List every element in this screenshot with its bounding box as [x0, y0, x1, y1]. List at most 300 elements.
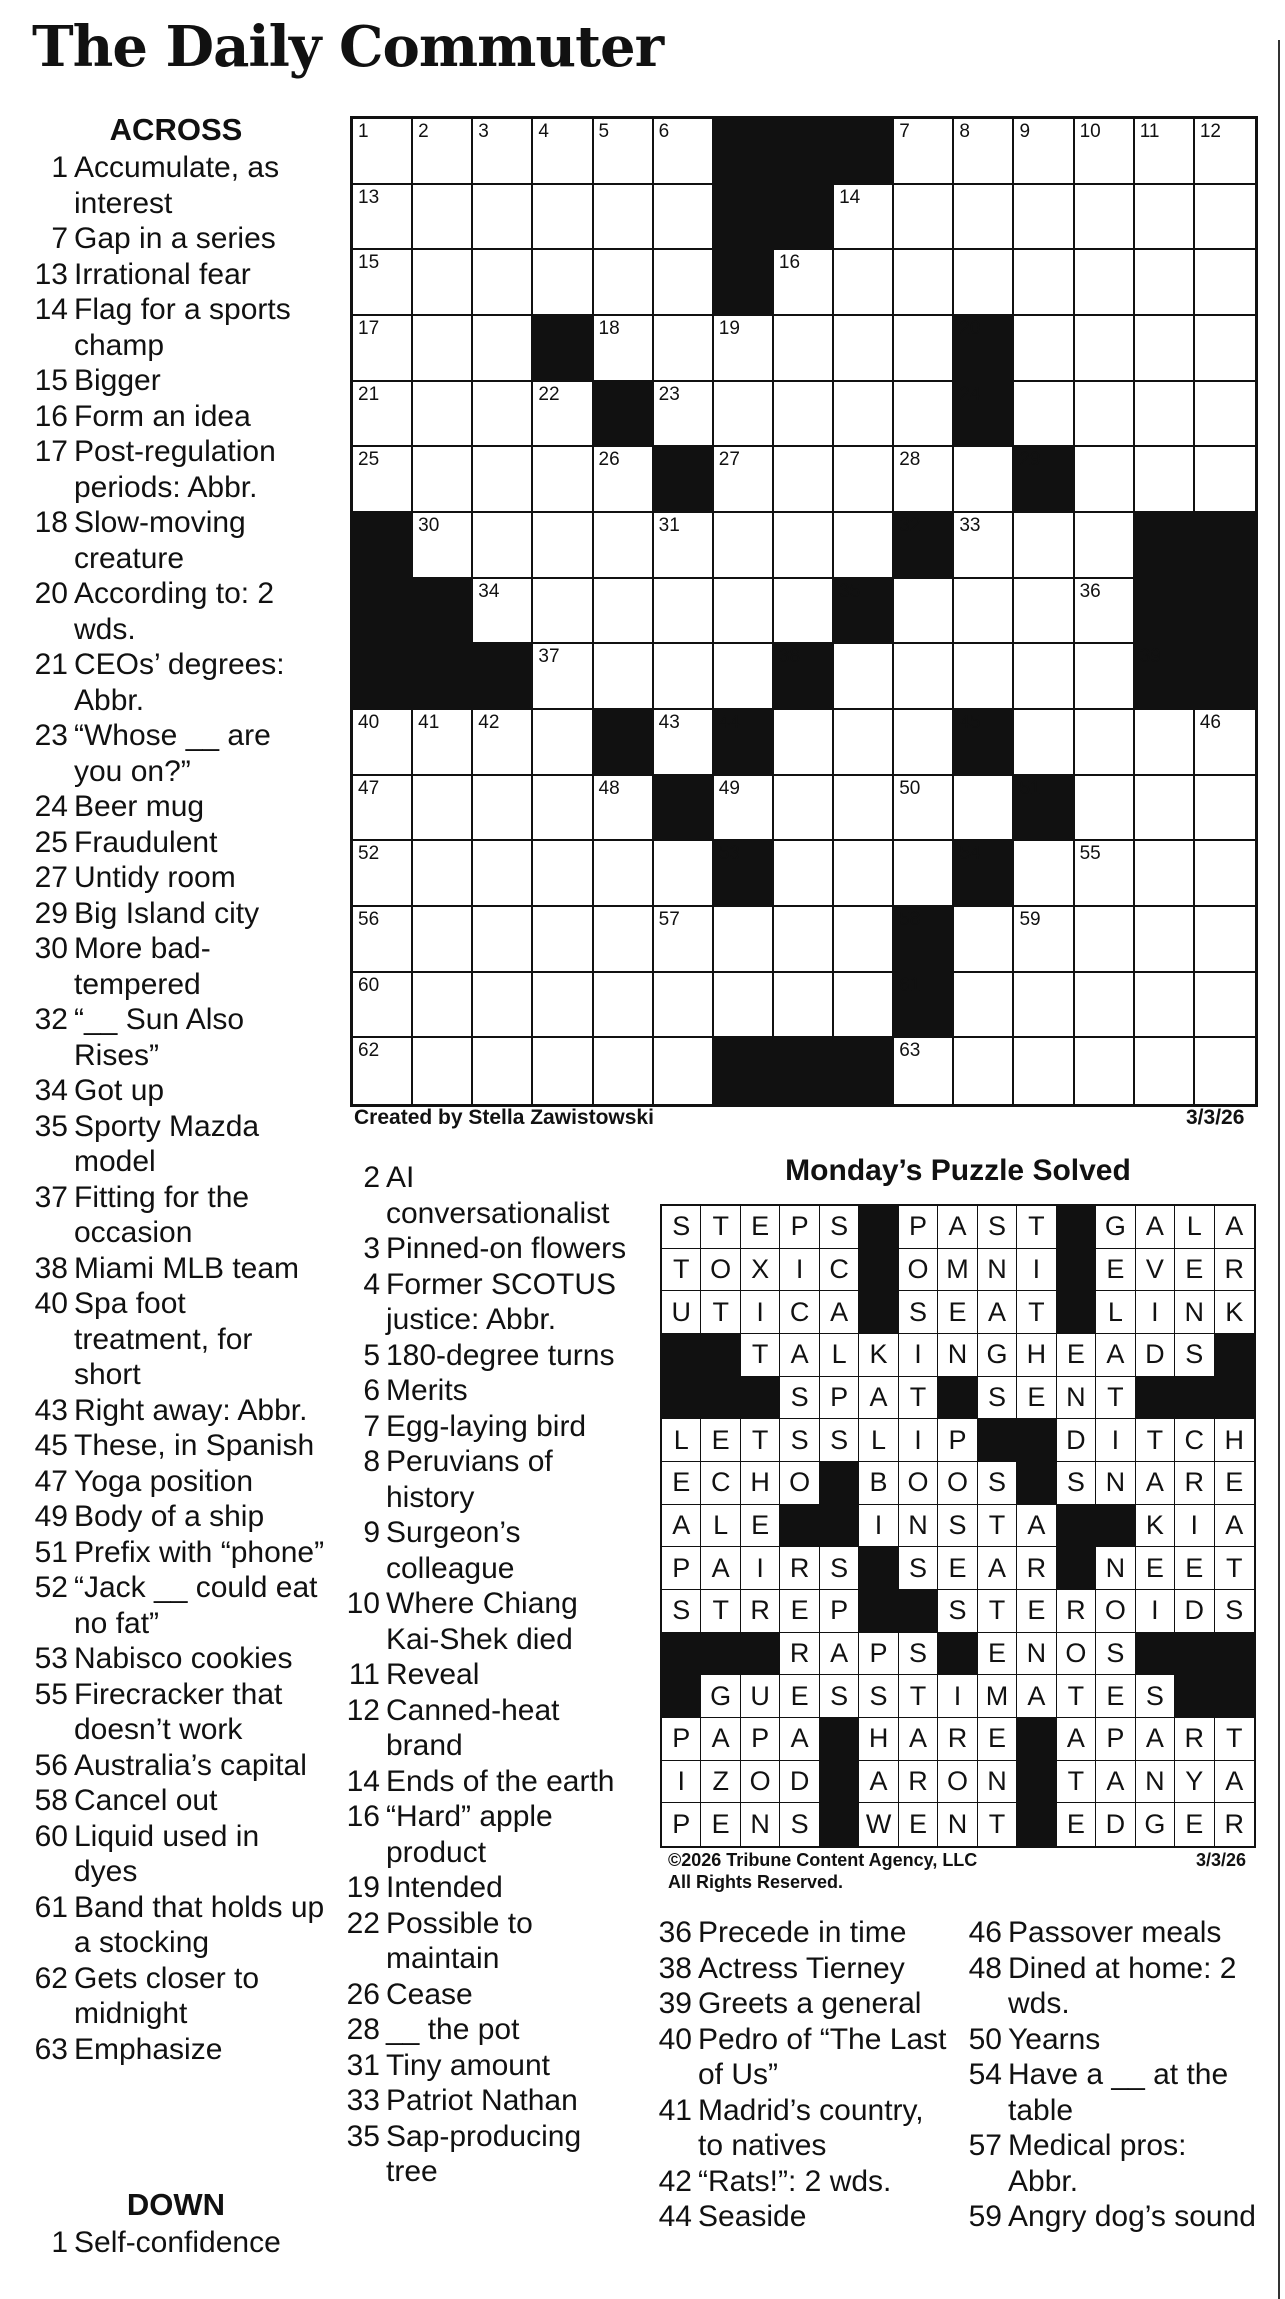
grid-cell[interactable] [834, 185, 894, 251]
solution-cell: D [1096, 1803, 1135, 1846]
solution-cell: R [1175, 1462, 1214, 1505]
grid-cell[interactable] [594, 447, 654, 513]
solution-black-square [1017, 1803, 1056, 1846]
grid-cell[interactable] [1195, 710, 1255, 776]
grid-cell[interactable] [954, 447, 1014, 513]
grid-cell[interactable] [533, 841, 593, 907]
black-square [473, 644, 533, 710]
solution-cell: R [1057, 1590, 1096, 1633]
grid-cell[interactable] [654, 382, 714, 448]
clue-text: According to: 2 wds. [74, 577, 275, 646]
solution-cell: T [1136, 1419, 1175, 1462]
grid-cell[interactable] [473, 579, 533, 645]
clue-number: 13 [34, 257, 68, 291]
grid-cell[interactable] [353, 710, 413, 776]
cell-number: 21 [358, 383, 380, 405]
down-heading: DOWN [126, 2187, 226, 2222]
solution-cell: E [938, 1547, 977, 1590]
cell-number: 54 [959, 843, 981, 865]
grid-cell[interactable] [1075, 841, 1135, 907]
grid-cell[interactable] [894, 710, 954, 776]
grid-cell[interactable] [654, 250, 714, 316]
grid-cell[interactable] [774, 841, 834, 907]
solution-cell: S [780, 1377, 819, 1420]
grid-cell[interactable] [954, 579, 1014, 645]
clue-number: 9 [363, 1516, 380, 1549]
grid-cell[interactable] [473, 250, 533, 316]
clue-item [26, 257, 326, 293]
grid-cell[interactable] [654, 316, 714, 382]
grid-cell[interactable] [1075, 513, 1135, 579]
clue-text: Madrid’s country, to natives [698, 2093, 924, 2162]
solution-cell: I [1136, 1291, 1175, 1334]
cell-number: 59 [1019, 908, 1041, 930]
solution-cell: T [701, 1206, 740, 1249]
clue-item [338, 1657, 628, 1693]
clue-item [650, 2093, 950, 2164]
clue-text: Got up [74, 1074, 165, 1107]
grid-cell[interactable] [654, 185, 714, 251]
grid-cell[interactable] [1135, 1038, 1195, 1104]
grid-cell[interactable] [894, 119, 954, 185]
grid-cell[interactable] [413, 447, 473, 513]
grid-cell[interactable] [413, 710, 473, 776]
grid-cell[interactable] [654, 907, 714, 973]
grid-cell[interactable] [1075, 776, 1135, 842]
grid-cell[interactable] [654, 644, 714, 710]
grid-cell[interactable] [594, 907, 654, 973]
grid-cell[interactable] [533, 1038, 593, 1104]
solution-black-square [741, 1633, 780, 1676]
grid-cell[interactable] [894, 316, 954, 382]
grid-cell[interactable] [533, 973, 593, 1039]
grid-cell[interactable] [654, 579, 714, 645]
grid-cell[interactable] [353, 119, 413, 185]
grid-cell[interactable] [353, 447, 413, 513]
grid-cell[interactable] [654, 710, 714, 776]
black-square [774, 119, 834, 185]
grid-cell[interactable] [1195, 119, 1255, 185]
clue-number: 29 [34, 896, 68, 930]
solution-cell: T [1017, 1291, 1056, 1334]
grid-cell[interactable] [954, 973, 1014, 1039]
clue-text: Ends of the earth [386, 1764, 615, 1798]
grid-cell[interactable] [894, 447, 954, 513]
grid-cell[interactable] [594, 316, 654, 382]
grid-cell[interactable] [1135, 710, 1195, 776]
grid-cell[interactable] [1014, 710, 1074, 776]
grid-cell[interactable] [1195, 1038, 1255, 1104]
solution-black-square [978, 1419, 1017, 1462]
grid-cell[interactable] [594, 579, 654, 645]
grid-cell[interactable] [594, 973, 654, 1039]
clue-item [26, 647, 326, 718]
black-square [1195, 644, 1255, 710]
solution-cell: P [662, 1547, 701, 1590]
grid-cell[interactable] [1195, 250, 1255, 316]
grid-cell[interactable] [473, 185, 533, 251]
cell-number: 9 [1019, 121, 1031, 142]
clue-number: 36 [658, 1916, 692, 1949]
solution-cell: P [899, 1206, 938, 1249]
solution-cell: I [899, 1419, 938, 1462]
grid-cell[interactable] [894, 1038, 954, 1104]
clue-item [960, 1915, 1260, 1951]
grid-cell[interactable] [654, 1038, 714, 1104]
grid-cell[interactable] [413, 250, 473, 316]
grid-cell[interactable] [473, 513, 533, 579]
solution-cell: E [780, 1675, 819, 1718]
black-square [654, 776, 714, 842]
grid-cell[interactable] [413, 1038, 473, 1104]
solution-cell: I [899, 1334, 938, 1377]
grid-cell[interactable] [1075, 447, 1135, 513]
solution-black-square [741, 1377, 780, 1420]
clue-text: Irrational fear [74, 257, 251, 291]
clue-number: 38 [34, 1251, 68, 1285]
grid-cell[interactable] [353, 841, 413, 907]
grid-cell[interactable] [473, 841, 533, 907]
grid-cell[interactable] [1075, 250, 1135, 316]
solution-grid [660, 1204, 1256, 1848]
solution-cell: E [1175, 1249, 1214, 1292]
grid-cell[interactable] [1014, 513, 1074, 579]
grid-cell[interactable] [533, 710, 593, 776]
clue-item [26, 1819, 326, 1890]
solution-cell: R [899, 1761, 938, 1804]
solution-cell: N [899, 1505, 938, 1548]
grid-cell[interactable] [473, 1038, 533, 1104]
grid-cell[interactable] [954, 185, 1014, 251]
grid-cell[interactable] [473, 710, 533, 776]
grid-cell[interactable] [834, 776, 894, 842]
grid-cell[interactable] [353, 973, 413, 1039]
grid-cell[interactable] [954, 513, 1014, 579]
grid-cell[interactable] [1075, 644, 1135, 710]
clue-number: 1 [51, 151, 68, 184]
clue-number: 45 [34, 1429, 68, 1462]
grid-cell[interactable] [1195, 185, 1255, 251]
grid-cell[interactable] [1075, 1038, 1135, 1104]
grid-cell[interactable] [594, 644, 654, 710]
grid-cell[interactable] [894, 382, 954, 448]
grid-cell[interactable] [894, 644, 954, 710]
grid-cell[interactable] [1014, 644, 1074, 710]
solution-cell: A [859, 1377, 898, 1420]
grid-cell[interactable] [353, 1038, 413, 1104]
solution-cell: R [1017, 1547, 1056, 1590]
black-square [533, 316, 593, 382]
clue-item [26, 1286, 326, 1393]
clue-item [338, 1515, 628, 1586]
solution-black-square [662, 1377, 701, 1420]
clue-text: Merits [386, 1374, 468, 1407]
clue-number: 21 [34, 648, 68, 681]
grid-cell[interactable] [714, 447, 774, 513]
grid-cell[interactable] [1014, 250, 1074, 316]
grid-cell[interactable] [774, 250, 834, 316]
solution-black-square [859, 1590, 898, 1633]
grid-cell[interactable] [954, 119, 1014, 185]
cell-number: 27 [718, 449, 740, 471]
cell-number: 15 [358, 252, 380, 274]
grid-cell[interactable] [894, 185, 954, 251]
grid-cell[interactable] [954, 1038, 1014, 1104]
grid-cell[interactable] [594, 841, 654, 907]
grid-cell[interactable] [353, 316, 413, 382]
solution-cell: S [1057, 1462, 1096, 1505]
solution-cell: L [701, 1505, 740, 1548]
grid-cell[interactable] [594, 250, 654, 316]
grid-cell[interactable] [594, 776, 654, 842]
puzzle-date: 3/3/26 [1186, 1106, 1245, 1129]
solution-cell: T [978, 1590, 1017, 1633]
grid-cell[interactable] [594, 119, 654, 185]
grid-cell[interactable] [594, 1038, 654, 1104]
grid-cell[interactable] [473, 776, 533, 842]
clue-number: 48 [968, 1951, 1002, 1985]
clue-text: Actress Tierney [698, 1951, 905, 1985]
grid-cell[interactable] [774, 316, 834, 382]
clue-item [26, 1251, 326, 1287]
grid-cell[interactable] [954, 250, 1014, 316]
grid-cell[interactable] [894, 250, 954, 316]
grid-cell[interactable] [1014, 382, 1074, 448]
grid-cell[interactable] [834, 710, 894, 776]
solution-cell: D [1136, 1334, 1175, 1377]
grid-cell[interactable] [1135, 119, 1195, 185]
grid-cell[interactable] [1135, 973, 1195, 1039]
clue-number: 12 [346, 1693, 380, 1727]
grid-cell[interactable] [413, 907, 473, 973]
grid-cell[interactable] [353, 250, 413, 316]
grid-cell[interactable] [774, 579, 834, 645]
grid-cell[interactable] [654, 973, 714, 1039]
grid-cell[interactable] [714, 382, 774, 448]
grid-cell[interactable] [1075, 185, 1135, 251]
cell-number: 11 [1139, 121, 1160, 142]
grid-cell[interactable] [774, 382, 834, 448]
grid-cell[interactable] [654, 841, 714, 907]
grid-cell[interactable] [1135, 316, 1195, 382]
clue-item [338, 1444, 628, 1515]
grid-cell[interactable] [834, 841, 894, 907]
cell-number: 46 [1199, 711, 1221, 733]
grid-cell[interactable] [1135, 841, 1195, 907]
grid-cell[interactable] [714, 316, 774, 382]
grid-cell[interactable] [473, 382, 533, 448]
clue-text: Body of a ship [74, 1500, 265, 1533]
column-divider [1278, 40, 1280, 2299]
grid-cell[interactable] [473, 907, 533, 973]
grid-cell[interactable] [1014, 119, 1074, 185]
solution-cell: Y [1175, 1761, 1214, 1804]
grid-cell[interactable] [774, 513, 834, 579]
grid-cell[interactable] [1075, 382, 1135, 448]
grid-cell[interactable] [1135, 776, 1195, 842]
grid-cell[interactable] [834, 513, 894, 579]
grid-cell[interactable] [954, 644, 1014, 710]
solution-cell: O [899, 1462, 938, 1505]
grid-cell[interactable] [533, 447, 593, 513]
clue-number: 23 [34, 719, 68, 752]
solution-cell: A [780, 1334, 819, 1377]
grid-cell[interactable] [834, 973, 894, 1039]
clue-text: Peruvians of history [386, 1445, 553, 1514]
grid-cell[interactable] [1195, 907, 1255, 973]
grid-cell[interactable] [1195, 316, 1255, 382]
grid-cell[interactable] [533, 579, 593, 645]
clue-item [26, 1535, 326, 1571]
solution-cell: T [1215, 1718, 1254, 1761]
clue-text: Seaside [698, 2200, 807, 2233]
grid-cell[interactable] [894, 841, 954, 907]
grid-cell[interactable] [413, 185, 473, 251]
grid-cell[interactable] [1075, 907, 1135, 973]
grid-cell[interactable] [774, 907, 834, 973]
grid-cell[interactable] [533, 907, 593, 973]
solution-cell: E [1175, 1547, 1214, 1590]
clue-text: Liquid used in dyes [74, 1819, 260, 1888]
solution-cell: M [978, 1675, 1017, 1718]
grid-cell[interactable] [1075, 119, 1135, 185]
solution-black-square [1096, 1505, 1135, 1548]
grid-cell[interactable] [413, 119, 473, 185]
grid-cell[interactable] [594, 513, 654, 579]
clue-number: 7 [363, 1409, 380, 1443]
clue-item [26, 1464, 326, 1500]
clue-item [26, 1180, 326, 1251]
grid-cell[interactable] [533, 250, 593, 316]
grid-cell[interactable] [714, 579, 774, 645]
solution-cell: T [1215, 1547, 1254, 1590]
cell-number: 44 [718, 711, 740, 733]
solution-cell: P [820, 1590, 859, 1633]
grid-cell[interactable] [1014, 1038, 1074, 1104]
grid-cell[interactable] [353, 382, 413, 448]
grid-cell[interactable] [834, 447, 894, 513]
grid-cell[interactable] [1014, 841, 1074, 907]
clue-number: 15 [34, 364, 68, 397]
grid-cell[interactable] [714, 513, 774, 579]
grid-cell[interactable] [1014, 579, 1074, 645]
grid-cell[interactable] [834, 316, 894, 382]
grid-cell[interactable] [353, 185, 413, 251]
clue-text: Sap-producing tree [386, 2119, 582, 2188]
grid-cell[interactable] [473, 973, 533, 1039]
grid-cell[interactable] [1135, 185, 1195, 251]
grid-cell[interactable] [1135, 382, 1195, 448]
grid-cell[interactable] [954, 776, 1014, 842]
grid-cell[interactable] [533, 776, 593, 842]
solution-cell: S [978, 1206, 1017, 1249]
clue-text: Precede in time [698, 1916, 907, 1949]
grid-cell[interactable] [413, 841, 473, 907]
grid-cell[interactable] [1195, 382, 1255, 448]
grid-cell[interactable] [413, 513, 473, 579]
cell-number: 24 [959, 383, 981, 405]
grid-cell[interactable] [1014, 185, 1074, 251]
solution-cell: I [1175, 1505, 1214, 1548]
solution-cell: R [1175, 1718, 1214, 1761]
grid-cell[interactable] [834, 644, 894, 710]
grid-cell[interactable] [473, 119, 533, 185]
grid-cell[interactable] [1014, 907, 1074, 973]
grid-cell[interactable] [473, 316, 533, 382]
grid-cell[interactable] [774, 973, 834, 1039]
grid-cell[interactable] [954, 907, 1014, 973]
grid-cell[interactable] [1135, 250, 1195, 316]
cell-number: 55 [1079, 843, 1101, 865]
grid-cell[interactable] [714, 973, 774, 1039]
grid-cell[interactable] [1075, 316, 1135, 382]
grid-cell[interactable] [1075, 710, 1135, 776]
grid-cell[interactable] [413, 316, 473, 382]
grid-cell[interactable] [894, 579, 954, 645]
grid-cell[interactable] [1195, 447, 1255, 513]
grid-cell[interactable] [774, 447, 834, 513]
grid-cell[interactable] [413, 776, 473, 842]
grid-cell[interactable] [533, 185, 593, 251]
grid-cell[interactable] [413, 973, 473, 1039]
grid-cell[interactable] [774, 710, 834, 776]
grid-cell[interactable] [533, 644, 593, 710]
grid-cell[interactable] [1195, 973, 1255, 1039]
grid-cell[interactable] [1014, 316, 1074, 382]
grid-cell[interactable] [714, 644, 774, 710]
grid-cell[interactable] [413, 382, 473, 448]
grid-cell[interactable] [353, 776, 413, 842]
grid-cell[interactable] [834, 907, 894, 973]
solution-cell: I [741, 1291, 780, 1334]
black-square [413, 644, 473, 710]
across-clues [26, 110, 326, 2067]
grid-cell[interactable] [894, 776, 954, 842]
grid-cell[interactable] [353, 907, 413, 973]
grid-cell[interactable] [1014, 973, 1074, 1039]
grid-cell[interactable] [654, 119, 714, 185]
grid-cell[interactable] [714, 907, 774, 973]
solution-cell: O [938, 1462, 977, 1505]
grid-cell[interactable] [654, 513, 714, 579]
grid-cell[interactable] [1135, 447, 1195, 513]
clue-text: __ the pot [386, 2013, 520, 2046]
grid-cell[interactable] [1135, 907, 1195, 973]
solution-cell: A [978, 1291, 1017, 1334]
grid-cell[interactable] [533, 382, 593, 448]
grid-cell[interactable] [1075, 579, 1135, 645]
cell-number: 30 [418, 514, 440, 536]
solution-cell: T [741, 1419, 780, 1462]
clue-item [338, 1231, 628, 1267]
grid-cell[interactable] [533, 513, 593, 579]
grid-cell[interactable] [533, 119, 593, 185]
cell-number: 4 [538, 121, 549, 142]
grid-cell[interactable] [834, 382, 894, 448]
solution-cell: E [741, 1505, 780, 1548]
crossword-grid[interactable] [350, 116, 1258, 1107]
grid-cell[interactable] [774, 776, 834, 842]
grid-cell[interactable] [1075, 973, 1135, 1039]
solution-cell: E [1057, 1803, 1096, 1846]
grid-cell[interactable] [594, 185, 654, 251]
grid-cell[interactable] [1195, 776, 1255, 842]
grid-cell[interactable] [473, 447, 533, 513]
grid-cell[interactable] [714, 776, 774, 842]
grid-cell[interactable] [834, 250, 894, 316]
cell-number: 17 [358, 317, 380, 339]
grid-cell[interactable] [1195, 841, 1255, 907]
